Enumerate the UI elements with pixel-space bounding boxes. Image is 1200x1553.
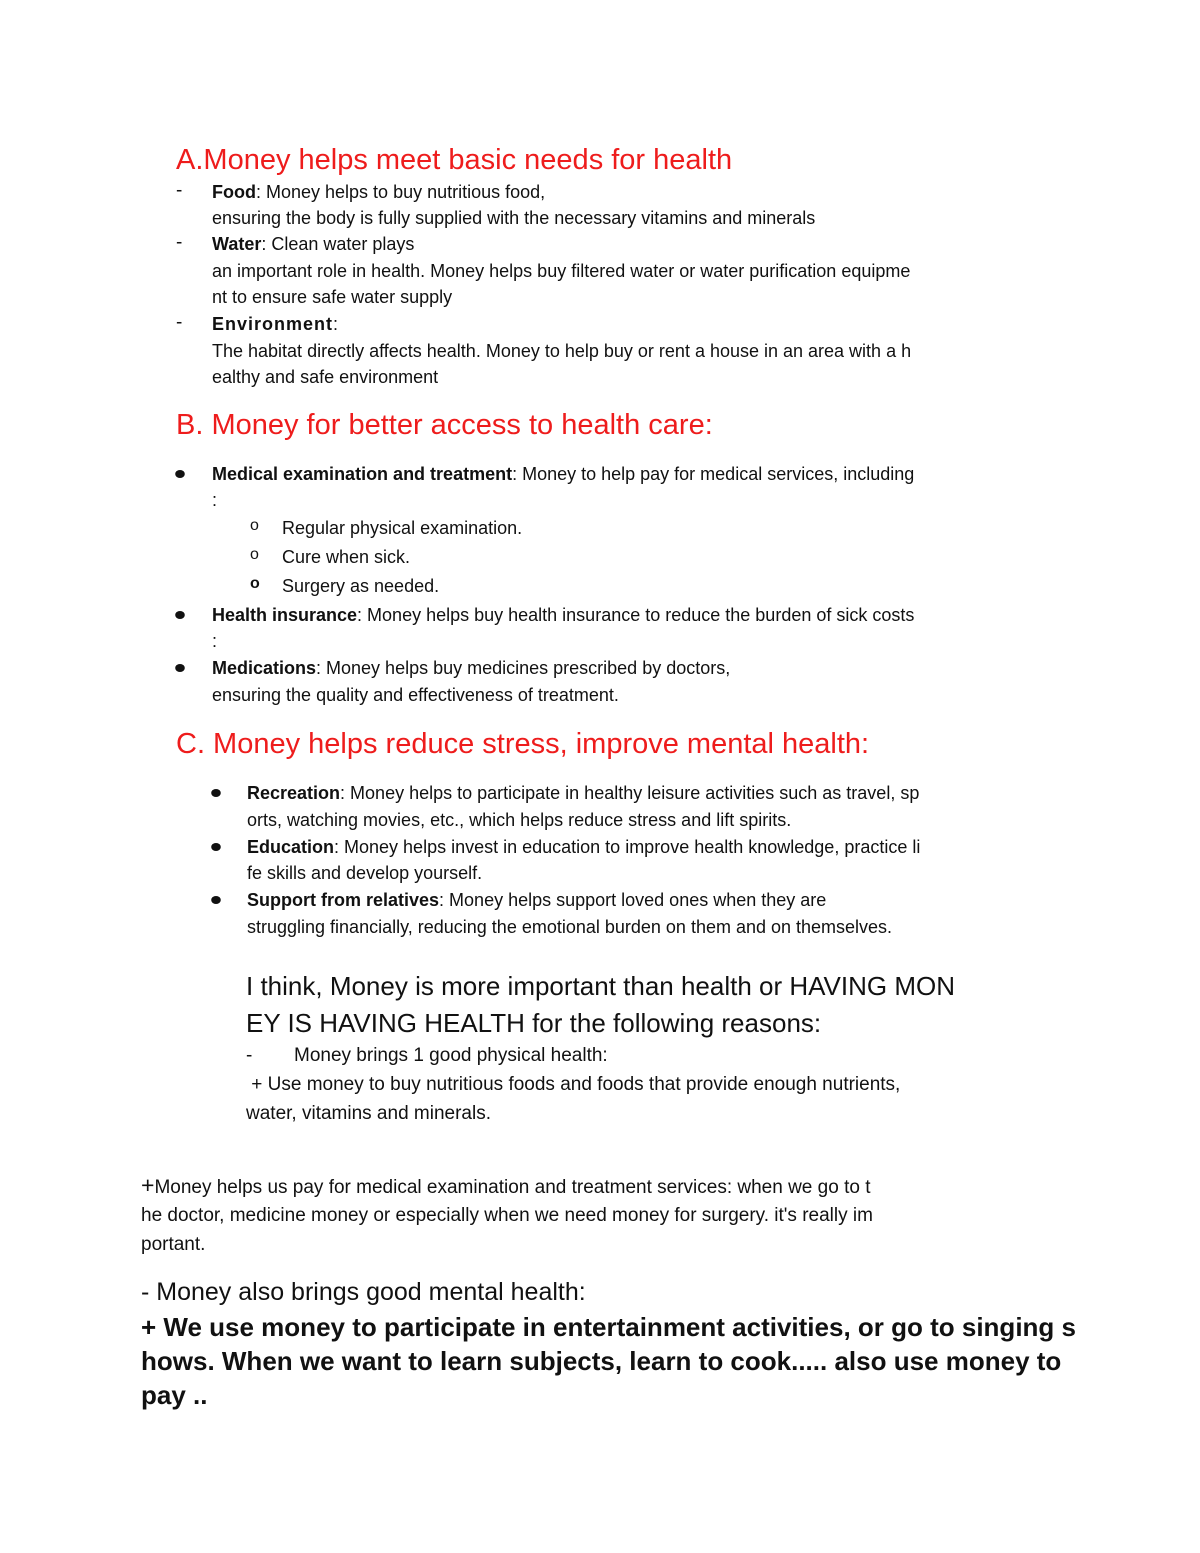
opinion-point-1: Money brings 1 good physical health: (294, 1045, 608, 1066)
environment-sep: : (333, 314, 340, 334)
paragraph-line-2: he doctor, medicine money or especially when we need money for surgery. it's really im (141, 1205, 873, 1226)
list-dash: - (176, 180, 183, 201)
sub-item-physical-exam: Regular physical examination. (282, 518, 523, 538)
water-label: Water (212, 234, 262, 254)
food-item (212, 179, 545, 205)
paragraph-line-3: portant. (141, 1234, 206, 1255)
opinion-sub-1b: water, vitamins and minerals. (246, 1103, 491, 1124)
medical-exam-cont: : (212, 490, 218, 510)
list-dash: - (176, 312, 183, 333)
support-relatives-text: : Money helps support loved ones when they are (439, 890, 827, 910)
sub-item-cure: Cure when sick. (282, 547, 411, 567)
bullet-icon (211, 843, 221, 851)
bullet-icon (175, 470, 185, 478)
section-a-heading (176, 144, 732, 177)
section-c-heading: C. Money helps reduce stress, improve mental health: (176, 728, 870, 760)
recreation-cont: orts, watching movies, etc., which helps reduce stress and lift spirits. (247, 810, 792, 830)
recreation-item (247, 780, 919, 806)
education-label: Education (247, 837, 335, 857)
support-relatives-item (247, 887, 826, 913)
water-text: Clean water plays (271, 234, 415, 254)
sub-item-surgery: Surgery as needed. (282, 576, 440, 596)
support-relatives-cont: struggling financially, reducing the emotional burden on them and on themselves. (247, 917, 893, 937)
section-a-marker: A. (176, 144, 204, 176)
water-sep: : (261, 234, 272, 254)
section-a-title: Money helps meet basic needs for health (203, 144, 733, 176)
water-text-cont: an important role in health. Money helps buy filtered water or water purification equipme (212, 261, 911, 281)
health-insurance-cont: : (212, 631, 218, 651)
closing-line-3: hows. When we want to learn subjects, learn to cook..... also use money to (141, 1346, 1062, 1376)
medical-exam-text: : Money to help pay for medical services, including (512, 464, 915, 484)
opinion-line-1: I think, Money is more important than health or HAVING MON (246, 971, 956, 1001)
sub-bullet-icon: o (250, 517, 259, 534)
opinion-dash: - (246, 1045, 253, 1066)
paragraph-text: Money helps us pay for medical examination and treatment services: when we go to t (154, 1177, 871, 1198)
health-insurance-text: : Money helps buy health insurance to reduce the burden of sick costs (357, 605, 915, 625)
opinion-sub-1: + Use money to buy nutritious foods and foods that provide enough nutrients, (246, 1074, 901, 1095)
list-dash: - (176, 232, 183, 253)
recreation-label: Recreation (247, 783, 341, 803)
food-text-cont: ensuring the body is fully supplied with the necessary vitamins and minerals (212, 208, 816, 228)
medications-text: : Money helps buy medicines prescribed by doctors, (316, 658, 731, 678)
education-item (247, 834, 920, 860)
food-text: Money helps to buy nutritious food, (266, 182, 546, 202)
bullet-icon (175, 664, 185, 672)
plus-icon: + (141, 1172, 155, 1198)
closing-line-1: - Money also brings good mental health: (141, 1278, 586, 1306)
environment-label: Environment (212, 314, 334, 334)
water-text-cont2: nt to ensure safe water supply (212, 287, 453, 307)
environment-item (212, 311, 339, 337)
support-relatives-label: Support from relatives (247, 890, 440, 910)
environment-text-cont: ealthy and safe environment (212, 367, 439, 387)
environment-text: The habitat directly affects health. Money to help buy or rent a house in an area with a h (212, 341, 912, 361)
food-label: Food (212, 182, 256, 202)
medications-item (212, 655, 730, 681)
education-cont: fe skills and develop yourself. (247, 863, 483, 883)
bullet-icon (211, 896, 221, 904)
sub-bullet-icon: o (250, 546, 259, 563)
paragraph-line-1 (141, 1172, 870, 1201)
medical-exam-item (212, 461, 914, 487)
water-item (212, 231, 414, 257)
opinion-line-2: EY IS HAVING HEALTH for the following reasons: (246, 1008, 822, 1038)
sub-bullet-icon: o (250, 575, 260, 592)
closing-line-2: + We use money to participate in entertainment activities, or go to singing s (141, 1312, 1076, 1342)
bullet-icon (175, 611, 185, 619)
health-insurance-item (212, 602, 914, 628)
medical-exam-label: Medical examination and treatment (212, 464, 513, 484)
section-b-heading: B. Money for better access to health care: (176, 409, 713, 441)
medications-label: Medications (212, 658, 317, 678)
bullet-icon (211, 789, 221, 797)
medications-cont: ensuring the quality and effectiveness of treatment. (212, 685, 619, 705)
closing-line-4: pay .. (141, 1380, 208, 1410)
recreation-text: : Money helps to participate in healthy leisure activities such as travel, sp (340, 783, 920, 803)
health-insurance-label: Health insurance (212, 605, 358, 625)
education-text: : Money helps invest in education to improve health knowledge, practice li (334, 837, 921, 857)
food-sep: : (255, 182, 266, 202)
